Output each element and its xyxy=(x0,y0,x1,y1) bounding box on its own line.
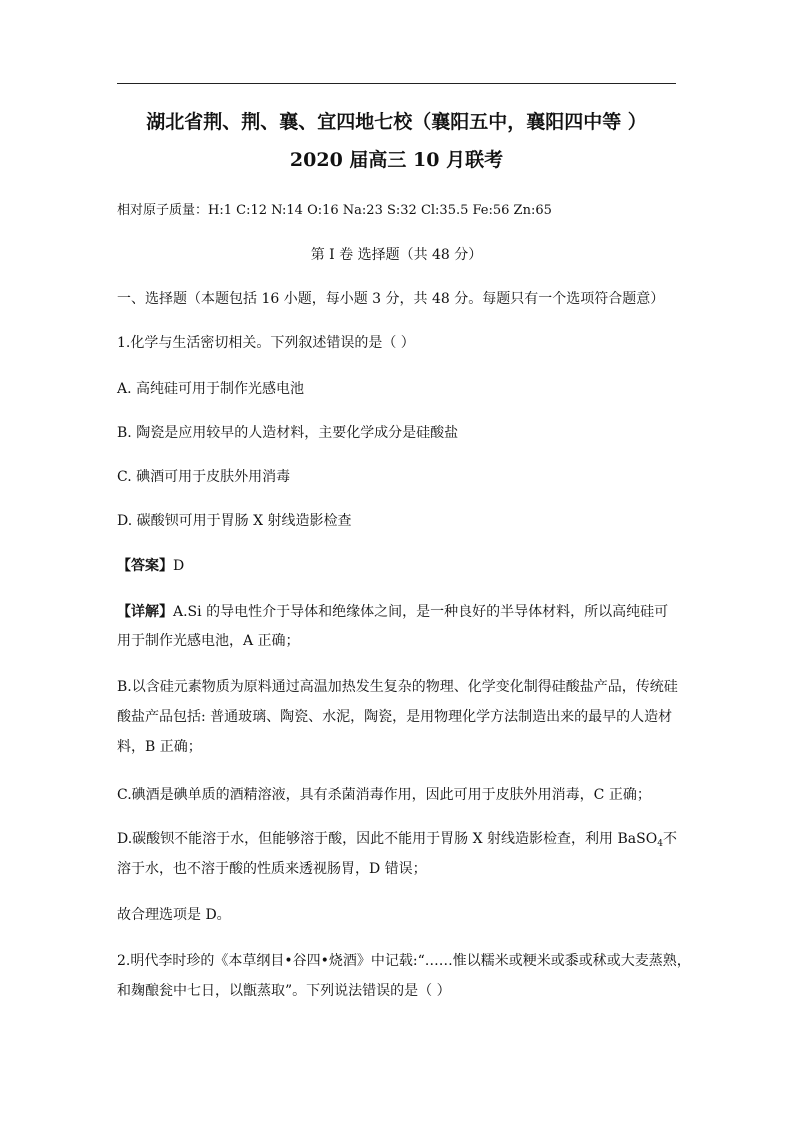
section-title: 第 I 卷 选择题（共 48 分） xyxy=(310,247,483,263)
question-1-stem: 1.化学与生活密切相关。下列叙述错误的是（ ） xyxy=(117,335,415,351)
subscript-4: 4 xyxy=(657,839,663,849)
exam-subtitle: 2020 届高三 10 月联考 xyxy=(289,149,504,171)
detail-text: A.Si 的导电性介于导体和绝缘体之间，是一种良好的半导体材料，所以高纯硅可 xyxy=(173,604,669,620)
explanation-b-line-3: 料，B 正确； xyxy=(117,739,202,755)
part-instructions: 一、选择题（本题包括 16 小题，每小题 3 分，共 48 分。每题只有一个选项符合题意） xyxy=(117,291,665,307)
header-rule xyxy=(117,83,676,84)
detail-line-1 xyxy=(117,603,668,621)
question-1-option-c: C. 碘酒可用于皮肤外用消毒 xyxy=(117,469,291,485)
detail-line-2: 用于制作光感电池，A 正确； xyxy=(117,633,300,649)
explanation-d-post: 不 xyxy=(662,831,677,847)
explanation-d-pre: D.碳酸钡不能溶于水，但能够溶于酸，因此不能用于胃肠 X 射线造影检查，利用 BaSO xyxy=(117,831,658,847)
explanation-b-line-2: 酸盐产品包括: 普通玻璃、陶瓷、水泥，陶瓷，是用物理化学方法制造出来的最早的人造材 xyxy=(117,709,673,725)
question-1-answer xyxy=(117,557,184,575)
answer-label: 【答案】 xyxy=(117,558,173,574)
conclusion: 故合理选项是 D。 xyxy=(117,907,231,923)
explanation-c-line-1: C.碘酒是碘单质的酒精溶液，具有杀菌消毒作用，因此可用于皮肤外用消毒，C 正确； xyxy=(117,787,651,803)
question-1-option-a: A. 高纯硅可用于制作光感电池 xyxy=(117,381,305,397)
question-1-option-b: B. 陶瓷是应用较早的人造材料，主要化学成分是硅酸盐 xyxy=(117,425,459,441)
explanation-b-line-1: B.以含硅元素物质为原料通过高温加热发生复杂的物理、化学变化制得硅酸盐产品，传统硅 xyxy=(117,679,678,695)
explanation-d-line-1 xyxy=(117,830,677,848)
explanation-d-line-2: 溶于水，也不溶于酸的性质来透视肠胃，D 错误； xyxy=(117,861,427,877)
question-2-stem-line-1: 2.明代李时珍的《本草纲目•谷四•烧酒》中记载:“……惟以糯米或粳米或黍或秫或大麦蒸熟， xyxy=(117,953,691,969)
answer-value: D xyxy=(173,558,185,574)
exam-title: 湖北省荆、荆、襄、宜四地七校（襄阳五中，襄阳四中等 ） xyxy=(146,111,647,133)
question-1-option-d: D. 碳酸钡可用于胃肠 X 射线造影检查 xyxy=(117,513,352,529)
atomic-masses: 相对原子质量：H:1 C:12 N:14 O:16 Na:23 S:32 Cl:35.5 Fe:56 Zn:65 xyxy=(117,203,552,218)
question-2-stem-line-2: 和麹酿瓮中七日，以甑蒸取”。下列说法错误的是（ ） xyxy=(117,983,451,999)
detail-label: 【详解】 xyxy=(117,604,173,620)
